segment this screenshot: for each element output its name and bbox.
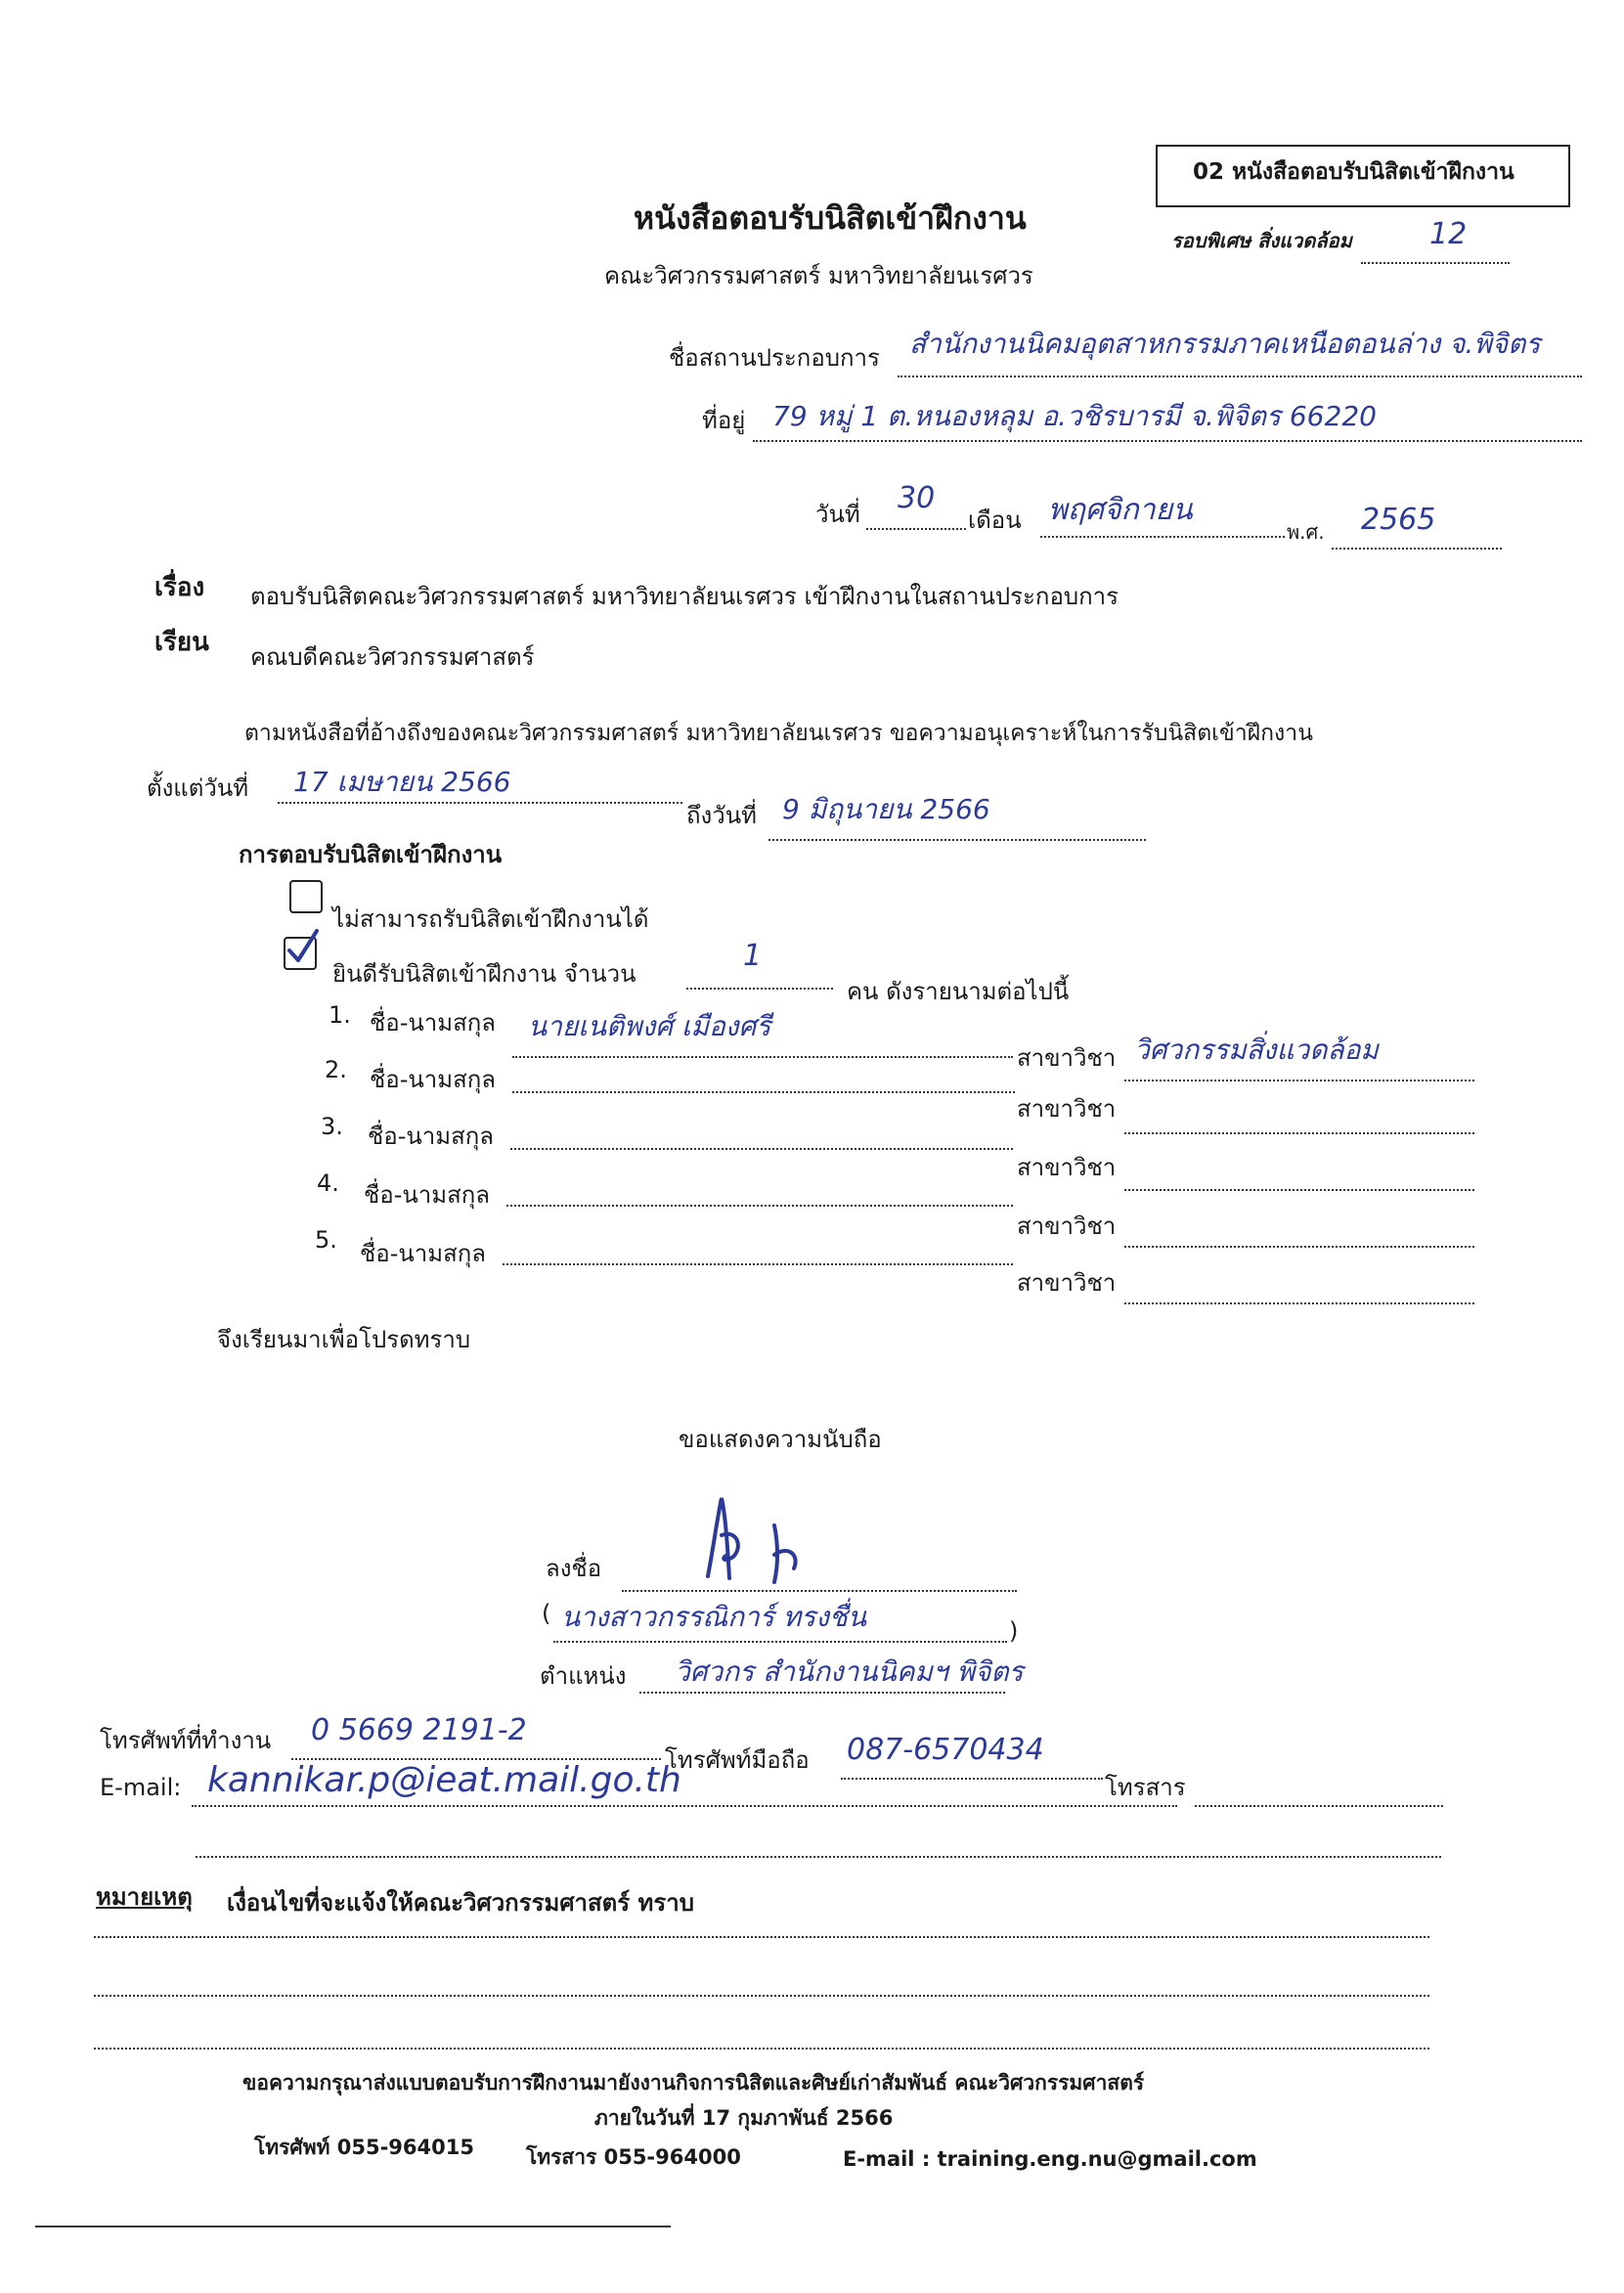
- period-to-dots: [768, 839, 1146, 841]
- establishment-label: ชื่อสถานประกอบการ: [669, 344, 880, 372]
- acceptance-heading: การตอบรับนิสิตเข้าฝึกงาน: [239, 841, 503, 868]
- mobile-label: โทรศัพท์มือถือ: [665, 1746, 810, 1774]
- note-line-3: [94, 2048, 1429, 2050]
- accept-count-dots: [686, 988, 833, 990]
- note-line-1: [94, 1936, 1429, 1938]
- student-name-label: ชื่อ-นามสกุล: [360, 1240, 486, 1267]
- student-name-dots: [506, 1205, 1013, 1207]
- regards-text: ขอแสดงความนับถือ: [679, 1426, 882, 1453]
- accept-count[interactable]: 1: [743, 939, 763, 973]
- student-major-dots: [1124, 1246, 1474, 1248]
- student-num: 2.: [325, 1056, 347, 1083]
- email-label: E-mail:: [100, 1774, 182, 1801]
- accept-suffix: คน ดังรายนามต่อไปนี้: [847, 978, 1070, 1005]
- fax-dots: [1195, 1805, 1443, 1807]
- footer-line-2: ภายในวันที่ 17 กุมภาพันธ์ 2566: [594, 2106, 894, 2130]
- address-label: ที่อยู่: [702, 407, 746, 434]
- round-label: รอบพิเศษ สิ่งแวดล้อม: [1171, 229, 1352, 252]
- establishment-value[interactable]: สำนักงานนิคมอุตสาหกรรมภาคเหนือตอนล่าง จ.พิจิตร: [909, 328, 1541, 360]
- date-day[interactable]: 30: [898, 481, 936, 515]
- accept-checkbox[interactable]: [284, 937, 317, 970]
- date-year-dots: [1332, 548, 1502, 550]
- position-label: ตำแหน่ง: [540, 1662, 627, 1690]
- note-line-2: [94, 1995, 1429, 1997]
- fax-label: โทรสาร: [1105, 1774, 1186, 1801]
- salutation-text: คณบดีคณะวิศวกรรมศาสตร์: [250, 643, 535, 671]
- student-name-dots: [503, 1263, 1013, 1265]
- student-major-label: สาขาวิชา: [1017, 1213, 1117, 1240]
- student-major-label: สาขาวิชา: [1017, 1095, 1117, 1123]
- student-num: 4.: [317, 1169, 339, 1197]
- student-name-dots: [512, 1091, 1015, 1093]
- footer-phone: โทรศัพท์ 055-964015: [254, 2136, 474, 2159]
- footer-email: E-mail : training.eng.nu@gmail.com: [843, 2147, 1257, 2171]
- bottom-rule: [35, 2226, 671, 2227]
- period-to[interactable]: 9 มิถุนายน 2566: [782, 793, 990, 825]
- period-to-label: ถึงวันที่: [686, 802, 757, 829]
- student-name-dots: [510, 1148, 1013, 1150]
- student-num: 1.: [329, 1001, 351, 1029]
- printed-name[interactable]: นางสาวกรรณิการ์ ทรงชื่น: [561, 1601, 867, 1633]
- round-dots: [1361, 262, 1510, 264]
- student-major[interactable]: วิศวกรรมสิ่งแวดล้อม: [1134, 1034, 1379, 1066]
- date-year-label: พ.ศ.: [1287, 520, 1325, 544]
- student-major-dots: [1124, 1189, 1474, 1191]
- date-day-dots: [866, 528, 966, 530]
- student-major-dots: [1124, 1132, 1474, 1134]
- period-from-label: ตั้งแต่วันที่: [147, 774, 249, 802]
- closing-text: จึงเรียนมาเพื่อโปรดทราบ: [217, 1326, 471, 1353]
- date-day-label: วันที่: [815, 501, 860, 528]
- date-month-label: เดือน: [968, 507, 1022, 534]
- printed-name-dots: [553, 1641, 1007, 1643]
- reject-label: ไม่สามารถรับนิสิตเข้าฝึกงานได้: [332, 905, 649, 933]
- round-value: 12: [1429, 217, 1468, 251]
- student-num: 3.: [321, 1113, 343, 1140]
- student-name-label: ชื่อ-นามสกุล: [368, 1123, 494, 1150]
- student-name-label: ชื่อ-นามสกุล: [364, 1181, 490, 1209]
- signature-mark: [684, 1486, 841, 1594]
- office-phone[interactable]: 0 5669 2191-2: [311, 1713, 527, 1747]
- student-major-label: สาขาวิชา: [1017, 1154, 1117, 1181]
- name-paren-close: ): [1009, 1617, 1019, 1645]
- signature-label: ลงชื่อ: [546, 1555, 602, 1582]
- address-value[interactable]: 79 หมู่ 1 ต.หนองหลุม อ.วชิรบารมี จ.พิจิตร 66220: [772, 400, 1377, 432]
- footer-fax: โทรสาร 055-964000: [526, 2145, 741, 2169]
- mobile-value[interactable]: 087-6570434: [847, 1733, 1044, 1767]
- note-label: หมายเหตุ: [96, 1883, 193, 1911]
- page-title: หนังสือตอบรับนิสิตเข้าฝึกงาน: [634, 199, 1027, 237]
- name-paren-open: (: [542, 1600, 551, 1627]
- date-month-dots: [1040, 536, 1285, 538]
- subject-label: เรื่อง: [154, 573, 205, 602]
- email-dots: [192, 1805, 1177, 1807]
- student-name-label: ชื่อ-นามสกุล: [370, 1066, 496, 1093]
- address-dots: [753, 440, 1582, 442]
- body-text: ตามหนังสือที่อ้างถึงของคณะวิศวกรรมศาสตร์ มหาวิทยาลัยนเรศวร ขอความอนุเคราะห์ในการรับนิสิตเข้าฝึกงาน: [244, 721, 1313, 746]
- student-num: 5.: [315, 1226, 337, 1254]
- student-name[interactable]: นายเนติพงศ์ เมืองศรี: [528, 1010, 771, 1042]
- note-text: เงื่อนไขที่จะแจ้งให้คณะวิศวกรรมศาสตร์ ทราบ: [227, 1889, 694, 1917]
- subject-text: ตอบรับนิสิตคณะวิศวกรรมศาสตร์ มหาวิทยาลัยนเรศวร เข้าฝึกงานในสถานประกอบการ: [250, 583, 1119, 610]
- date-month[interactable]: พฤศจิกายน: [1048, 493, 1193, 527]
- student-major-label: สาขาวิชา: [1017, 1044, 1117, 1072]
- student-major-dots: [1124, 1080, 1474, 1081]
- form-code: 02 หนังสือตอบรับนิสิตเข้าฝึกงาน: [1193, 159, 1514, 185]
- accept-label: ยินดีรับนิสิตเข้าฝึกงาน จำนวน: [332, 960, 636, 988]
- position-value[interactable]: วิศวกร สำนักงานนิคมฯ พิจิตร: [675, 1655, 1024, 1688]
- student-name-label: ชื่อ-นามสกุล: [370, 1009, 496, 1036]
- page-subtitle: คณะวิศวกรรมศาสตร์ มหาวิทยาลัยนเรศวร: [604, 262, 1033, 289]
- email-value[interactable]: kannikar.p@ieat.mail.go.th: [207, 1760, 681, 1800]
- student-major-label: สาขาวิชา: [1017, 1269, 1117, 1297]
- mobile-dots: [841, 1778, 1103, 1780]
- reject-checkbox[interactable]: [289, 880, 323, 913]
- salutation-label: เรียน: [154, 628, 209, 657]
- checkmark-icon: [284, 929, 323, 968]
- date-year[interactable]: 2565: [1361, 503, 1436, 537]
- footer-line-1: ขอความกรุณาส่งแบบตอบรับการฝึกงานมายังงานกิจการนิสิตและศิษย์เก่าสัมพันธ์ คณะวิศวกรรมศาสตร์: [242, 2071, 1145, 2095]
- establishment-dots: [898, 375, 1582, 377]
- office-phone-label: โทรศัพท์ที่ทำงาน: [100, 1727, 272, 1754]
- email-dots-2: [196, 1856, 1441, 1858]
- period-from[interactable]: 17 เมษายน 2566: [293, 766, 511, 798]
- student-major-dots: [1124, 1302, 1474, 1304]
- student-name-dots: [512, 1056, 1013, 1058]
